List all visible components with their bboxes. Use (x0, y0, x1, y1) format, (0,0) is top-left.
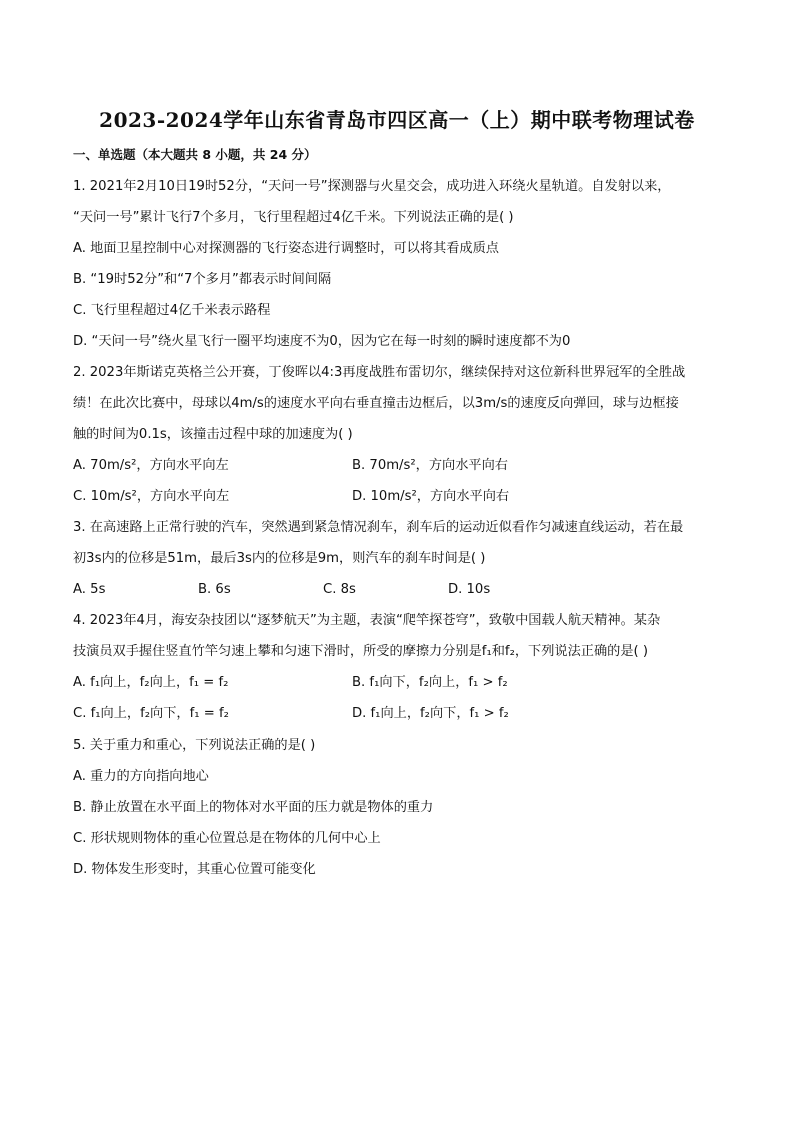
q1-option-c: C. 飞行里程超过4亿千米表示路程 (73, 303, 271, 318)
q5-option-a: A. 重力的方向指向地心 (73, 769, 209, 784)
q4-stem-line2: 技演员双手握住竖直竹竿匀速上攀和匀速下滑时，所受的摩擦力分别是f₁和f₂，下列说法正确的是( ) (73, 644, 649, 659)
q1-option-d: D. “天问一号”绕火星飞行一圈平均速度不为0，因为它在每一时刻的瞬时速度都不为0 (73, 334, 571, 349)
q2-option-c: C. 10m/s²，方向水平向左 (73, 489, 230, 504)
q2-stem-line3: 触的时间为0.1s，该撞击过程中球的加速度为( ) (73, 427, 353, 442)
q3-options-row (73, 581, 723, 599)
q3-stem-line1: 3. 在高速路上正常行驶的汽车，突然遇到紧急情况刹车，刹车后的运动近似看作匀减速直线运动，若在最 (73, 520, 684, 535)
q2-option-d: D. 10m/s²，方向水平向右 (352, 489, 510, 504)
q2-option-a: A. 70m/s²，方向水平向左 (73, 458, 229, 473)
q4-option-d: D. f₁向上，f₂向下，f₁ > f₂ (352, 706, 509, 721)
q3-option-c: C. 8s (323, 582, 356, 597)
q3-option-d: D. 10s (448, 582, 491, 597)
q4-option-a: A. f₁向上，f₂向上，f₁ = f₂ (73, 675, 229, 690)
q5-stem: 5. 关于重力和重心，下列说法正确的是( ) (73, 738, 316, 753)
q2-option-b: B. 70m/s²，方向水平向右 (352, 458, 508, 473)
section-heading: 一、单选题（本大题共 8 小题，共 24 分） (73, 147, 317, 162)
q4-option-b: B. f₁向下，f₂向上，f₁ > f₂ (352, 675, 508, 690)
q2-options-row1 (73, 457, 723, 475)
q4-options-row1 (73, 674, 723, 692)
q3-option-b: B. 6s (198, 582, 231, 597)
q4-options-row2 (73, 705, 723, 723)
q2-stem-line2: 绩！在此次比赛中，母球以4m/s的速度水平向右垂直撞击边框后，以3m/s的速度反向弹回，球与边框接 (73, 396, 679, 411)
q2-options-row2 (73, 488, 723, 506)
q4-stem-line1: 4. 2023年4月，海安杂技团以“逐梦航天”为主题，表演“爬竿探苍穹”，致敬中国载人航天精神。某杂 (73, 613, 661, 628)
q1-option-b: B. “19时52分”和“7个多月”都表示时间间隔 (73, 272, 332, 287)
exam-title: 2023-2024学年山东省青岛市四区高一（上）期中联考物理试卷 (99, 108, 695, 132)
q5-option-b: B. 静止放置在水平面上的物体对水平面的压力就是物体的重力 (73, 800, 434, 815)
q2-stem-line1: 2. 2023年斯诺克英格兰公开赛，丁俊晖以4:3再度战胜布雷切尔，继续保持对这位新科世界冠军的全胜战 (73, 365, 686, 380)
q1-stem-line2: “天问一号”累计飞行7个多月，飞行里程超过4亿千米。下列说法正确的是( ) (73, 210, 514, 225)
q1-option-a: A. 地面卫星控制中心对探测器的飞行姿态进行调整时，可以将其看成质点 (73, 241, 499, 256)
q1-stem-line1: 1. 2021年2月10日19时52分，“天问一号”探测器与火星交会，成功进入环绕火星轨道。自发射以来， (73, 179, 671, 194)
q4-option-c: C. f₁向上，f₂向下，f₁ = f₂ (73, 706, 229, 721)
q5-option-c: C. 形状规则物体的重心位置总是在物体的几何中心上 (73, 831, 381, 846)
q3-stem-line2: 初3s内的位移是51m，最后3s内的位移是9m，则汽车的刹车时间是( ) (73, 551, 486, 566)
q3-option-a: A. 5s (73, 582, 106, 597)
q5-option-d: D. 物体发生形变时，其重心位置可能变化 (73, 862, 316, 877)
